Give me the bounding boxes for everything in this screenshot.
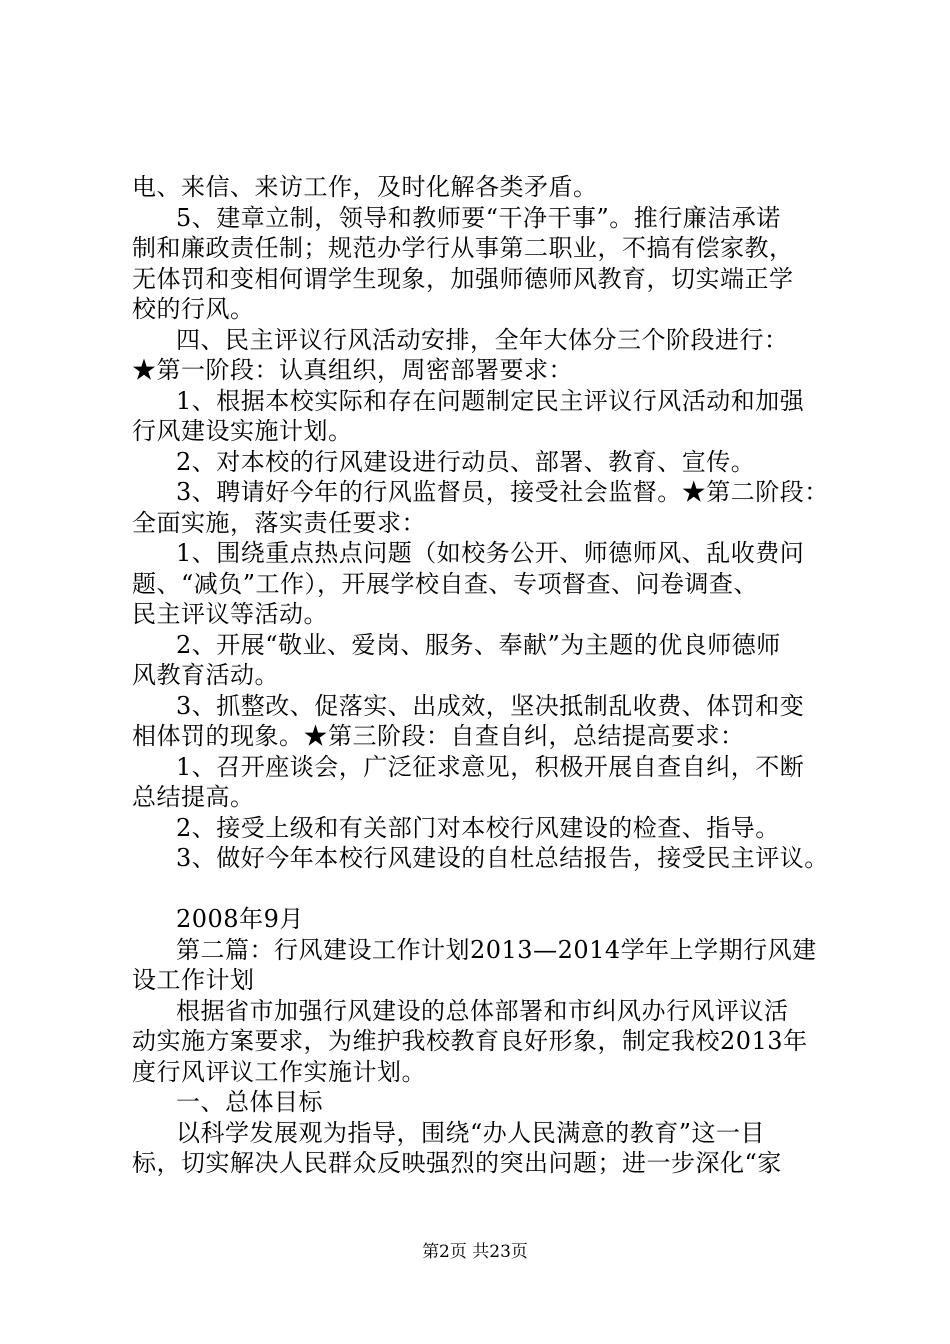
- text-line: 校的行风。: [132, 295, 255, 323]
- text-line: 民主评议等活动。: [132, 600, 328, 628]
- text-line: 动实施方案要求，为维护我校教育良好形象，制定我校2013年: [132, 1027, 808, 1055]
- text-line: 3、抓整改、促落实、出成效，坚决抵制乱收费、体罚和变: [176, 691, 805, 720]
- section-heading: 一、总体目标: [176, 1088, 323, 1116]
- chapter-title-cont: 设工作计划: [132, 966, 255, 994]
- document-body: [132, 172, 846, 1179]
- text-line: 电、来信、来访工作，及时化解各类矛盾。: [132, 173, 598, 201]
- text-line: 2、接受上级和有关部门对本校行风建设的检查、指导。: [176, 813, 780, 842]
- text-line: 1、召开座谈会，广泛征求意见，积极开展自查自纠，不断: [176, 752, 805, 781]
- text-line: 5、建章立制，领导和教师要“干净干事”。推行廉洁承诺: [176, 203, 781, 232]
- section-heading: 四、民主评议行风活动安排，全年大体分三个阶段进行：: [176, 325, 789, 354]
- text-line: 题、“减负”工作），开展学校自查、专项督查、问卷调查、: [132, 569, 759, 598]
- text-line: 风教育活动。: [132, 661, 279, 689]
- text-line: 行风建设实施计划。: [132, 417, 353, 445]
- blank-line: [132, 874, 846, 905]
- chapter-title: 第二篇：行风建设工作计划2013—2014学年上学期行风建: [176, 935, 817, 964]
- date-line: 2008年9月: [176, 905, 304, 933]
- text-line: 1、根据本校实际和存在问题制定民主评议行风活动和加强: [176, 386, 805, 415]
- text-line: 2、开展“敬业、爱岗、服务、奉献”为主题的优良师德师: [176, 630, 781, 659]
- page-footer: 第2页 共23页: [422, 1242, 528, 1262]
- text-line: 全面实施，落实责任要求：: [132, 508, 426, 537]
- text-line: 1、围绕重点热点问题（如校务公开、师德师风、乱收费问: [176, 539, 805, 567]
- text-line: 无体罚和变相何谓学生现象，加强师德师风教育，切实端正学: [132, 264, 794, 293]
- text-line: 以科学发展观为指导，围绕“办人民满意的教育”这一目: [176, 1118, 766, 1147]
- text-line: 制和廉政责任制；规范办学行从事第二职业，不搞有偿家教，: [132, 234, 794, 262]
- text-line: 度行风评议工作实施计划。: [132, 1057, 426, 1086]
- text-line: 总结提高。: [132, 783, 255, 811]
- text-line: 2、对本校的行风建设进行动员、部署、教育、宣传。: [176, 447, 756, 476]
- text-line: 相体罚的现象。★第三阶段：自查自纠，总结提高要求：: [132, 722, 745, 750]
- text-line: 3、做好今年本校行风建设的自杜总结报告，接受民主评议。: [176, 844, 829, 872]
- stage-heading: ★第一阶段：认真组织，周密部署要求：: [132, 356, 573, 384]
- text-line: 3、聘请好今年的行风监督员，接受社会监督。★第二阶段：: [176, 478, 829, 506]
- text-line: 标，切实解决人民群众反映强烈的突出问题；进一步深化“家: [132, 1149, 782, 1177]
- text-line: 根据省市加强行风建设的总体部署和市纠风办行风评议活: [176, 996, 789, 1025]
